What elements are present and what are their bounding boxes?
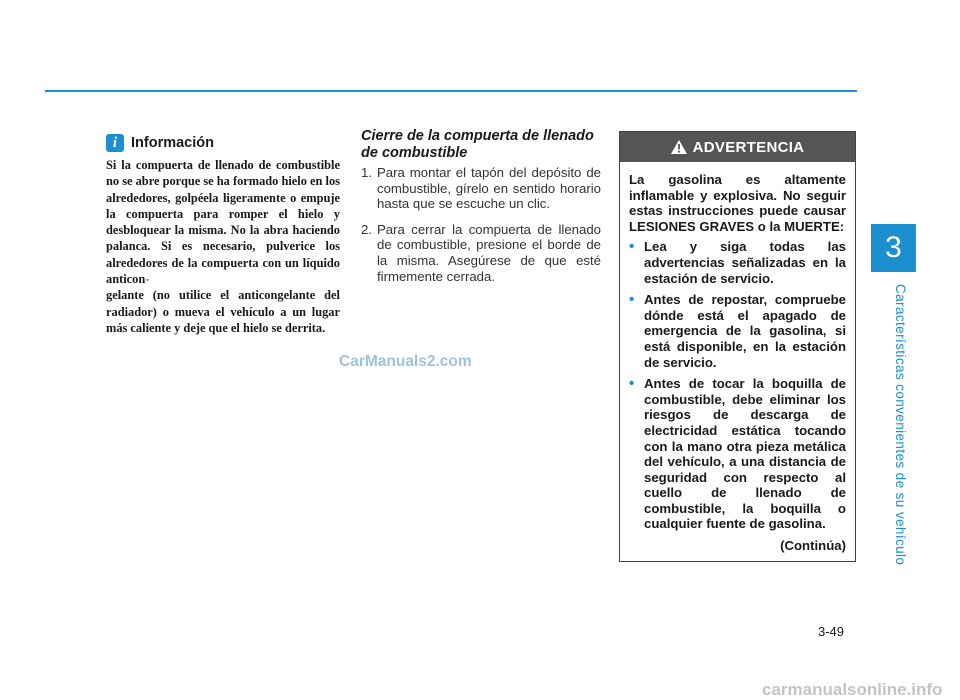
section-title: Cierre de la compuerta de llenado de combustible [361,128,594,161]
warning-triangle-icon [671,140,687,154]
warning-bullet-text: Lea y siga todas las advertencias señalizadas en la estación de servicio. [644,239,846,286]
warning-header [620,132,855,162]
warning-bullets [629,239,846,532]
warning-bullet-text: Antes de tocar la boquilla de combustible, debe eliminar los riesgos de descarga de electricidad estática tocando con la mano otra pieza metálica del vehículo, a una distancia de seguridad con respecto al cuello de llenado de combustible, la boquilla o cualquier fuente de gasolina. [644,376,846,532]
step-item [361,165,601,212]
steps-list [361,165,601,294]
info-icon: i [106,134,124,152]
warning-box [619,131,856,562]
warning-bullet [629,239,846,286]
step-text: Para montar el tapón del depósito de combustible, gírelo en sentido horario hasta que se escuche un clic. [377,165,601,212]
bullet-dot-icon: • [629,238,635,256]
hyphen-mark: - [145,272,150,287]
step-item [361,222,601,284]
bullet-dot-icon: • [629,375,635,393]
info-body-part2: gelante (no utilice el anticongelante del radiador) o mueva el vehículo a un lugar más caliente y deje que el hielo se derrita. [106,288,340,335]
info-body [106,157,340,336]
warning-intro: La gasolina es altamente inflamable y explosiva. No seguir estas instrucciones puede causar LESIONES GRAVES o la MUERTE: [629,172,846,234]
info-title: Información [131,135,214,151]
continued-label: (Continúa) [780,538,846,554]
step-number: 2. [361,221,372,237]
warning-body [620,162,855,554]
warning-bullet [629,376,846,532]
chapter-title: Características convenientes de su vehículo [893,284,908,566]
page-number: 3-49 [818,624,845,639]
warning-bullet [629,292,846,370]
chapter-tab: 3 [871,224,916,272]
warning-title: ADVERTENCIA [692,138,805,156]
warning-bullet-text: Antes de repostar, compruebe dónde está el apagado de emergencia de la gasolina, si está disponible, en la estación de servicio. [644,292,846,370]
top-rule [45,90,857,92]
bullet-dot-icon: • [629,291,635,309]
step-text: Para cerrar la compuerta de llenado de combustible, presione el borde de la misma. Asegúrese de que esté firmemente cerrada. [377,221,601,284]
watermark-bottom: carmanualsonline.info [762,680,943,699]
info-body-part1: Si la compuerta de llenado de combustible no se abre porque se ha formado hielo en los alrededores, golpéela ligeramente o empuje la compuerta para romper el hielo y desbloquear la misma. No la abra haciendo palanca. Si es necesario, pulverice los alrededores de la compuerta con un líquido anticon [106,158,340,287]
watermark-mid: CarManuals2.com [339,353,472,370]
info-heading [106,134,214,152]
step-number: 1. [361,165,372,180]
